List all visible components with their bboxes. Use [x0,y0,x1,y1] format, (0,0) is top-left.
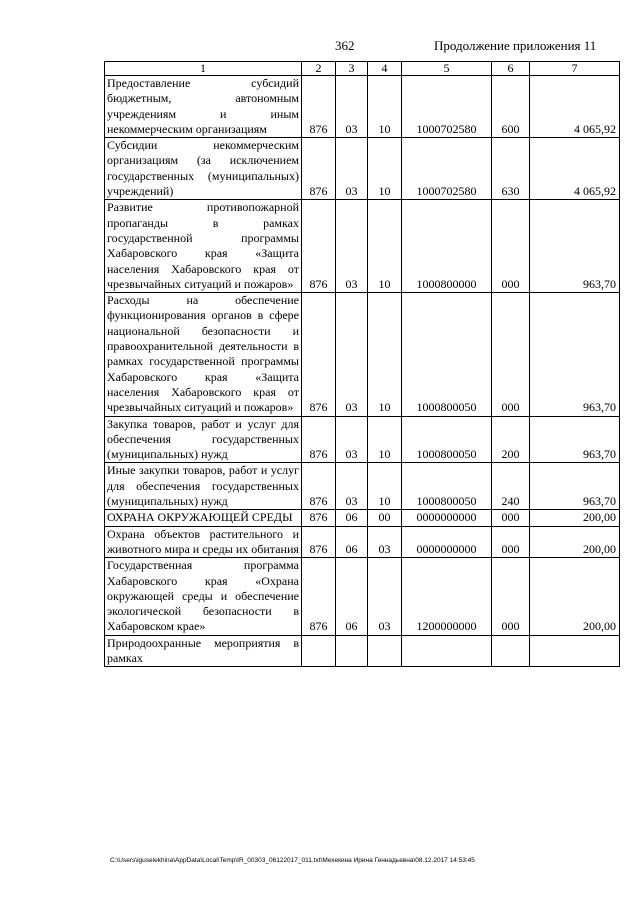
row-target-code: 1000800050 [402,416,492,463]
row-amount: 963,70 [530,293,620,416]
row-amount [530,635,620,667]
row-subsection-code: 10 [368,293,402,416]
table-row [105,200,620,293]
row-subsection-code: 10 [368,76,402,138]
row-ministry-code: 876 [302,138,336,200]
row-subsection-code: 10 [368,200,402,293]
table-row [105,526,620,558]
column-number: 3 [336,62,368,76]
row-expense-type: 200 [492,416,530,463]
table-row [105,558,620,635]
row-subsection-code: 10 [368,416,402,463]
row-ministry-code: 876 [302,200,336,293]
row-target-code: 1000702580 [402,76,492,138]
row-name: Развитие противопожарной пропаганды в рамках государственной программы Хабаровского края «Защита населения Хабаровского края от чрезвычайных ситуаций и пожаров» [105,200,302,293]
row-amount: 200,00 [530,558,620,635]
row-amount: 200,00 [530,510,620,526]
row-subsection-code: 10 [368,463,402,510]
row-section-code: 06 [336,526,368,558]
row-target-code: 1000800050 [402,463,492,510]
column-number-row [105,62,620,76]
footer-file-path: C:\Users\iguselekhina\AppData\Local\Temp\IR_00303_06122017_011.txt\Мехекина Ирина Геннадьевна\08.12.2017 14:53:45 [110,857,475,864]
row-name: Государственная программа Хабаровского края «Охрана окружающей среды и обеспечение экологической безопасности в Хабаровском крае» [105,558,302,635]
row-subsection-code [368,635,402,667]
row-ministry-code: 876 [302,416,336,463]
row-target-code: 0000000000 [402,510,492,526]
row-ministry-code: 876 [302,526,336,558]
row-name: Расходы на обеспечение функционирования органов в сфере национальной безопасности и правоохранительной деятельности в рамках государственной программы Хабаровского края «Защита населения Хабаровского края от чрезвычайных ситуаций и пожаров» [105,293,302,416]
column-number: 1 [105,62,302,76]
row-target-code: 1000800000 [402,200,492,293]
row-section-code [336,635,368,667]
row-name: Субсидии некоммерческим организациям (за исключением государственных (муниципальных) учреждений) [105,138,302,200]
row-section-code: 06 [336,558,368,635]
table-row [105,76,620,138]
row-expense-type: 000 [492,510,530,526]
row-ministry-code: 876 [302,558,336,635]
row-expense-type: 600 [492,76,530,138]
column-number: 5 [402,62,492,76]
column-number: 2 [302,62,336,76]
row-name: Иные закупки товаров, работ и услуг для обеспечения государственных (муниципальных) нужд [105,463,302,510]
row-amount: 200,00 [530,526,620,558]
row-section-code: 03 [336,200,368,293]
row-name: Природоохранные мероприятия в рамках [105,635,302,667]
row-ministry-code [302,635,336,667]
row-expense-type: 240 [492,463,530,510]
table-row [105,635,620,667]
row-expense-type: 000 [492,558,530,635]
row-section-code: 03 [336,293,368,416]
table-row [105,463,620,510]
row-name: Предоставление субсидий бюджетным, автономным учреждениям и иным некоммерческим организациям [105,76,302,138]
row-expense-type: 630 [492,138,530,200]
row-section-code: 03 [336,416,368,463]
row-section-code: 06 [336,510,368,526]
row-amount: 4 065,92 [530,138,620,200]
continuation-title: Продолжение приложения 11 [434,38,597,53]
row-expense-type: 000 [492,293,530,416]
row-ministry-code: 876 [302,293,336,416]
row-subsection-code: 00 [368,510,402,526]
table-row [105,510,620,526]
row-name: Закупка товаров, работ и услуг для обеспечения государственных (муниципальных) нужд [105,416,302,463]
row-ministry-code: 876 [302,76,336,138]
row-ministry-code: 876 [302,463,336,510]
row-name: Охрана объектов растительного и животного мира и среды их обитания [105,526,302,558]
row-amount: 963,70 [530,463,620,510]
row-expense-type: 000 [492,200,530,293]
row-target-code: 1000800050 [402,293,492,416]
table-row [105,416,620,463]
row-section-code: 03 [336,76,368,138]
row-section-code: 03 [336,463,368,510]
row-target-code [402,635,492,667]
column-number: 7 [530,62,620,76]
row-ministry-code: 876 [302,510,336,526]
row-expense-type: 000 [492,526,530,558]
row-amount: 963,70 [530,416,620,463]
budget-table [104,61,620,667]
column-number: 6 [492,62,530,76]
row-target-code: 1200000000 [402,558,492,635]
row-target-code: 1000702580 [402,138,492,200]
row-subsection-code: 03 [368,526,402,558]
row-amount: 4 065,92 [530,76,620,138]
page-number: 362 [335,38,355,53]
table-row [105,293,620,416]
row-subsection-code: 10 [368,138,402,200]
row-name: ОХРАНА ОКРУЖАЮЩЕЙ СРЕДЫ [105,510,302,526]
row-expense-type [492,635,530,667]
row-section-code: 03 [336,138,368,200]
row-amount: 963,70 [530,200,620,293]
table-row [105,138,620,200]
row-subsection-code: 03 [368,558,402,635]
column-number: 4 [368,62,402,76]
row-target-code: 0000000000 [402,526,492,558]
